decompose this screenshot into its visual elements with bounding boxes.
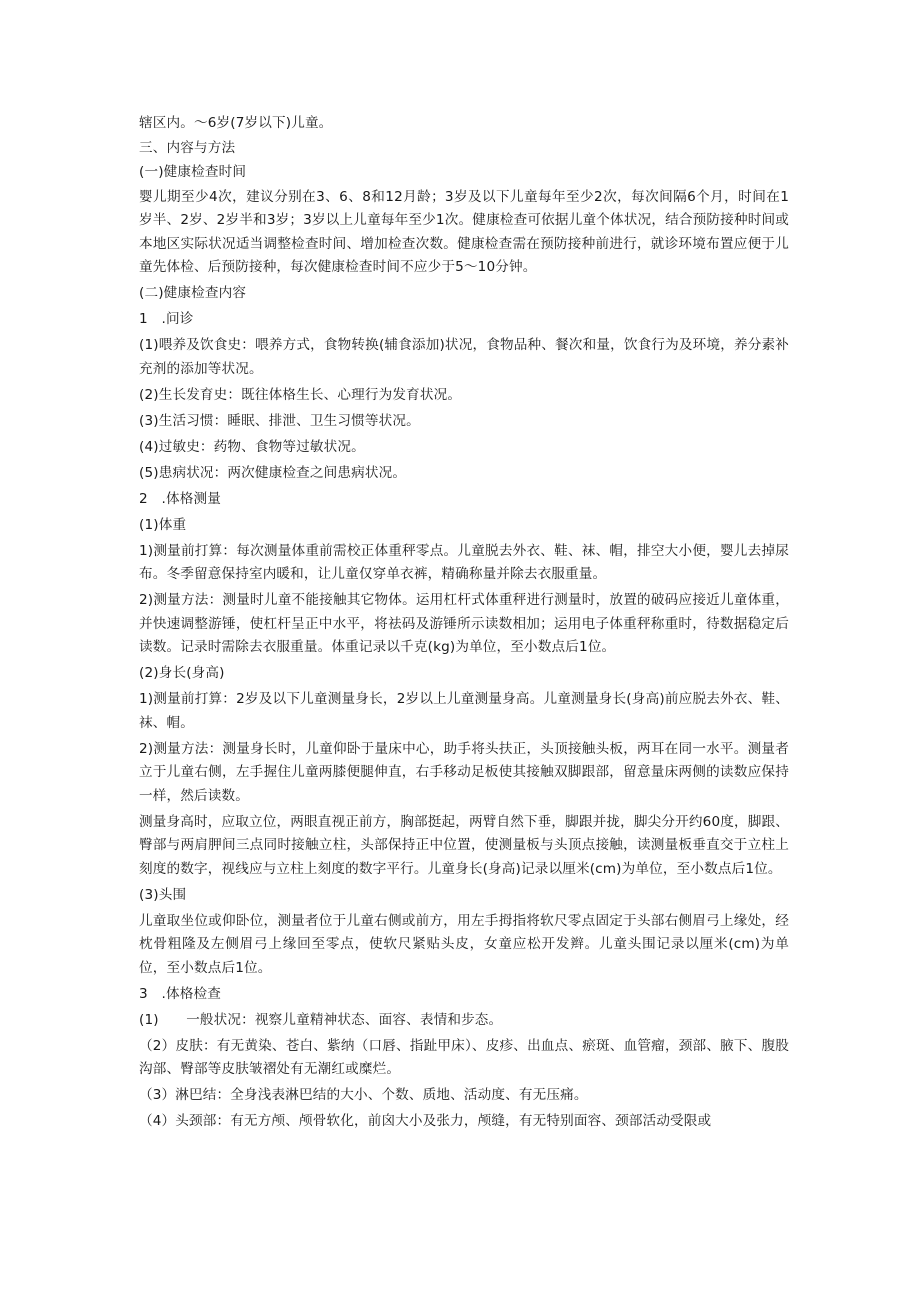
section-heading: 三、内容与方法 (139, 139, 236, 156)
paragraph: 婴儿期至少4次，建议分别在3、6、8和12月龄；3岁及以下儿童每年至少2次，每次间隔6个月，时间在1岁半、2岁、2岁半和3岁；3岁以上儿童每年至少1次。健康检查可依据儿童个体状况，结合预防接种时间或本地区实际状况适当调整检查时间、增加检查次数。健康检查需在预防接种前进行，就诊环境布置应便于儿童先体检、后预防接种，每次健康检查时间不应少于5～10分钟。 (139, 188, 789, 275)
paragraph: (1) 一般状况：视察儿童精神状态、面容、表情和步态。 (139, 1011, 503, 1028)
paragraph: 测量身高时，应取立位，两眼直视正前方，胸部挺起，两臂自然下垂，脚跟并拢，脚尖分开约60度，脚跟、臀部与两肩胛间三点同时接触立柱，头部保持正中位置，使测量板与头顶点接触，读测量板垂直交于立柱上刻度的数字，视线应与立柱上刻度的数字平行。儿童身长(身高)记录以厘米(cm)为单位，至小数点后1位。 (139, 813, 789, 877)
document-body (139, 112, 789, 1136)
paragraph: 2)测量方法：测量时儿童不能接触其它物体。运用杠杆式体重秤进行测量时，放置的破码应接近儿童体重，并快速调整游锤，使杠杆呈正中水平，将祛码及游锤所示读数相加；运用电子体重秤称重时，待数据稳定后读数。记录时需除去衣服重量。体重记录以千克(kg)为单位，至小数点后1位。 (139, 592, 789, 655)
item-subheading: (1)体重 (139, 516, 187, 533)
paragraph: (5)患病状况：两次健康检查之间患病状况。 (139, 464, 407, 481)
paragraph: (1)喂养及饮食史：喂养方式，食物转换(辅食添加)状况，食物品种、餐次和量，饮食行为及环境，养分素补充剂的添加等状况。 (139, 337, 789, 377)
item-subheading: (2)身长(身高) (139, 665, 225, 681)
paragraph: 儿童取坐位或仰卧位，测量者位于儿童右侧或前方，用左手拇指将软尺零点固定于头部右侧眉弓上缘处，经枕骨粗隆及左侧眉弓上缘回至零点，使软尺紧贴头皮，女童应松开发辫。儿童头围记录以厘米(cm)为单位，至小数点后1位。 (139, 912, 789, 976)
paragraph: （3）淋巴结：全身浅表淋巴结的大小、个数、质地、活动度、有无压痛。 (139, 1087, 588, 1103)
paragraph: （2）皮肤：有无黄染、苍白、紫纳（口唇、指趾甲床）、皮疹、出血点、瘀斑、血管瘤，颈部、腋下、腹股沟部、臀部等皮肤皱褶处有无潮红或糜烂。 (139, 1037, 789, 1077)
item-heading: 2 .体格测量 (139, 490, 221, 507)
paragraph: (3)生活习惯：睡眠、排泄、卫生习惯等状况。 (139, 412, 420, 429)
paragraph: (2)生长发育史：既往体格生长、心理行为发育状况。 (139, 386, 462, 403)
paragraph: (4)过敏史：药物、食物等过敏状况。 (139, 438, 365, 455)
paragraph-intro: 辖区内。～6岁(7岁以下)儿童。 (139, 115, 333, 131)
paragraph: 1)测量前打算：每次测量体重前需校正体重秤零点。儿童脱去外衣、鞋、袜、帽，排空大小便，婴儿去掉尿布。冬季留意保持室内暖和，让儿童仅穿单衣裤，精确称量并除去衣服重量。 (139, 542, 789, 582)
item-heading: 3 .体格检查 (139, 985, 221, 1002)
item-subheading: (3)头围 (139, 886, 187, 903)
item-heading: 1 .问诊 (139, 311, 194, 327)
paragraph: 1)测量前打算：2岁及以下儿童测量身长，2岁以上儿童测量身高。儿童测量身长(身高)前应脱去外衣、鞋、袜、帽。 (139, 691, 789, 731)
paragraph: 2)测量方法：测量身长时，儿童仰卧于量床中心，助手将头扶正，头顶接触头板，两耳在同一水平。测量者立于儿童右侧，左手握住儿童两膝便腿伸直，右手移动足板使其接触双脚跟部，留意量床两侧的读数应保持一样，然后读数。 (139, 740, 789, 804)
subsection-heading: (一)健康检查时间 (139, 164, 247, 180)
subsection-heading: (二)健康检查内容 (139, 285, 247, 301)
paragraph: （4）头颈部：有无方颅、颅骨软化，前囟大小及张力，颅缝，有无特别面容、颈部活动受限或 (139, 1113, 712, 1129)
